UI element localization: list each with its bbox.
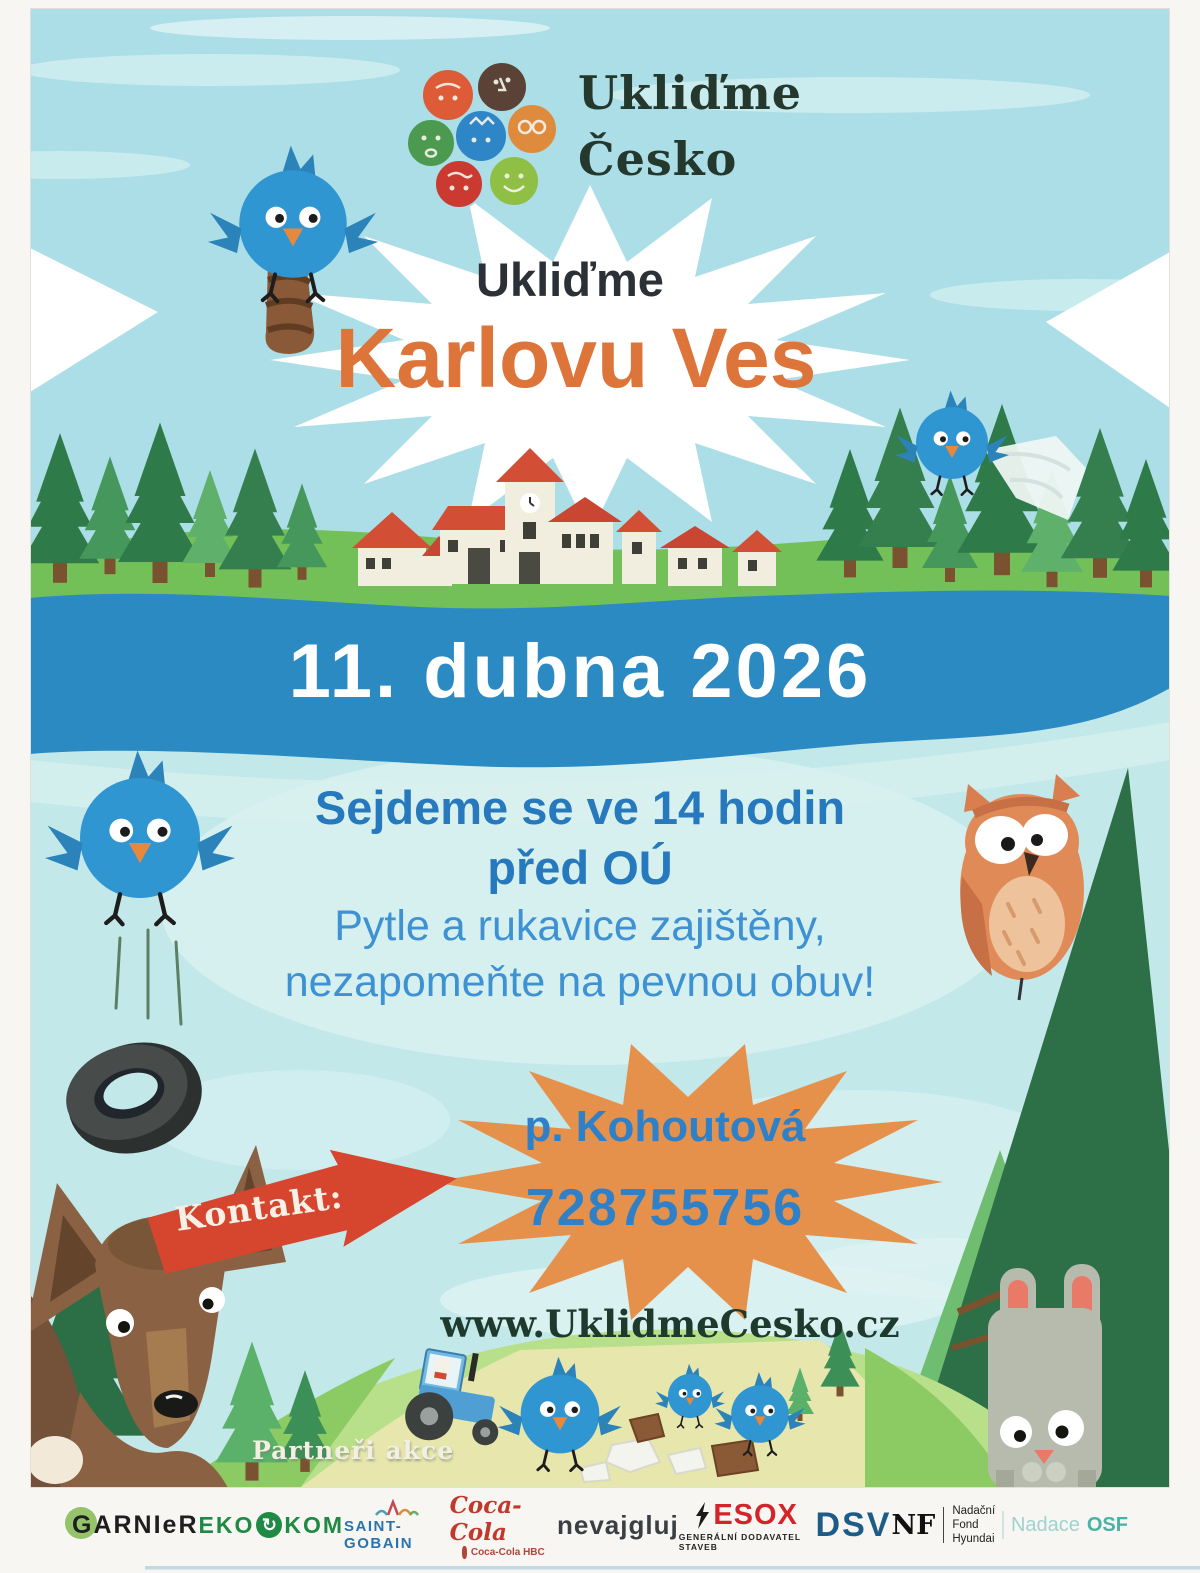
bottle-icon	[462, 1546, 467, 1559]
coca-cola-hbc-text: Coca-Cola HBC	[470, 1546, 545, 1558]
website-url: www.UklidmeCesko.cz	[440, 1302, 900, 1346]
meeting-line2: před OÚ	[487, 841, 673, 894]
osf-wordmark-light: Nadace	[1010, 1513, 1080, 1536]
nf-initials: NF	[891, 1509, 936, 1541]
contact-name: p. Kohoutová	[524, 1102, 806, 1151]
coca-cola-hbc-logo	[450, 1492, 557, 1559]
nadace-osf-logo	[1002, 1511, 1128, 1539]
eko-kom-logo	[199, 1512, 345, 1539]
saint-gobain-logo	[344, 1499, 450, 1552]
saint-gobain-wordmark: SAINT-GOBAIN	[344, 1517, 414, 1552]
partner-logos-row	[72, 1491, 1128, 1558]
divider	[1002, 1511, 1004, 1539]
brand-title-line1: Ukliďme	[578, 66, 803, 120]
garnier-logo	[72, 1511, 199, 1540]
nevajgluj-logo	[557, 1510, 679, 1541]
esox-wordmark: ESOX	[713, 1498, 798, 1531]
esox-subtitle: GENERÁLNÍ DODAVATEL STAVEB	[678, 1531, 801, 1552]
dsv-logo	[816, 1506, 892, 1545]
lightning-icon	[696, 1502, 710, 1529]
meeting-line1: Sejdeme se ve 14 hodin	[314, 781, 846, 834]
info-line1: Pytle a rukavice zajištěny,	[334, 902, 826, 950]
nevajgluj-wordmark: nevajgluj	[557, 1509, 679, 1540]
kontakt-arrow-label: Kontakt:	[172, 1176, 346, 1239]
esox-logo	[679, 1499, 816, 1552]
eko-kom-wordmark-right: KOM	[284, 1511, 345, 1538]
scan-artifact-line	[145, 1566, 1200, 1570]
partners-caption: Partneři akce	[252, 1436, 455, 1465]
eko-kom-wordmark-left: EKO	[198, 1511, 255, 1538]
nf-line1: Nadační Fond	[952, 1505, 996, 1531]
nf-line2: Hyundai	[952, 1533, 995, 1545]
dsv-wordmark: DSV	[815, 1505, 892, 1544]
saint-gobain-skyline-icon	[374, 1499, 420, 1517]
osf-wordmark-bold: OSF	[1086, 1513, 1128, 1536]
recycle-icon: ↻	[256, 1512, 282, 1538]
nadacni-fond-hyundai-logo	[891, 1504, 1001, 1546]
event-date: 11. dubna 2026	[288, 629, 872, 714]
headline-title: Karlovu Ves	[335, 311, 817, 405]
info-line2: nezapomeňte na pevnou obuv!	[284, 958, 876, 1006]
divider	[943, 1507, 944, 1543]
contact-phone: 728755756	[525, 1179, 805, 1237]
coca-cola-script: Coca-Cola	[449, 1491, 522, 1546]
coca-cola-hbc-sub	[462, 1546, 545, 1559]
headline-prefix: Ukliďme	[476, 253, 664, 306]
garnier-wordmark: GARNIeR	[72, 1510, 199, 1539]
brand-title-line2: Česko	[578, 132, 738, 186]
